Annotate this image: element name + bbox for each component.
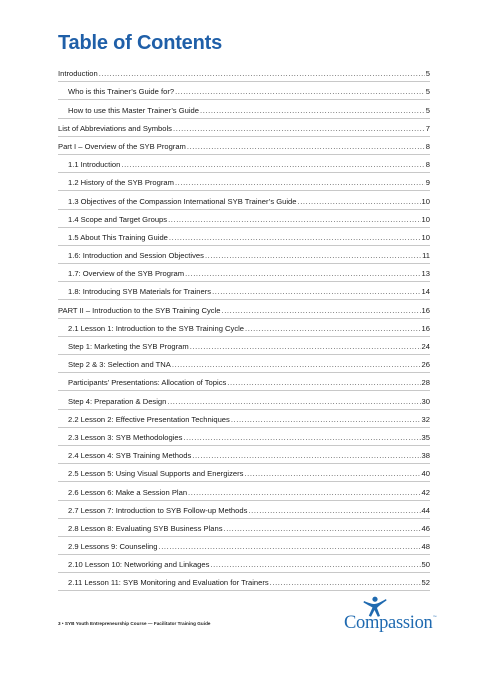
toc-entry[interactable] xyxy=(58,191,430,209)
toc-dot-leader xyxy=(121,160,424,169)
toc-entry[interactable] xyxy=(58,482,430,500)
toc-entry-page: 38 xyxy=(421,451,430,461)
toc-dot-leader xyxy=(231,415,421,424)
toc-dot-leader xyxy=(200,106,425,115)
toc-entry-label: 2.9 Lessons 9: Counseling xyxy=(68,542,158,552)
toc-entry-page: 40 xyxy=(421,469,430,479)
toc-entry-page: 42 xyxy=(421,487,430,497)
toc-entry-label: 2.5 Lesson 5: Using Visual Supports and Energizers xyxy=(68,469,244,479)
toc-entry[interactable] xyxy=(58,246,430,264)
toc-entry-label: 1.4 Scope and Target Groups xyxy=(68,214,168,224)
toc-dot-leader xyxy=(192,451,420,460)
toc-entry[interactable] xyxy=(58,173,430,191)
toc-entry-page: 8 xyxy=(425,160,430,170)
toc-dot-leader xyxy=(173,124,425,133)
toc-entry-label: 2.1 Lesson 1: Introduction to the SYB Training Cycle xyxy=(68,323,245,333)
toc-entry-label: 1.6: Introduction and Session Objectives xyxy=(68,251,204,261)
toc-entry-page: 13 xyxy=(421,269,430,279)
toc-entry[interactable] xyxy=(58,519,430,537)
toc-entry[interactable] xyxy=(58,537,430,555)
toc-entry-label: 2.4 Lesson 4: SYB Training Methods xyxy=(68,451,192,461)
toc-dot-leader xyxy=(172,360,421,369)
toc-entry[interactable] xyxy=(58,210,430,228)
toc-entry-page: 10 xyxy=(421,214,430,224)
toc-entry[interactable] xyxy=(58,391,430,409)
toc-dot-leader xyxy=(175,178,425,187)
toc-entry-page: 32 xyxy=(421,414,430,424)
toc-dot-leader xyxy=(212,287,420,296)
toc-entry-page: 5 xyxy=(425,87,430,97)
toc-entry-page: 24 xyxy=(421,342,430,351)
toc-entry[interactable] xyxy=(58,119,430,137)
toc-dot-leader xyxy=(169,233,421,242)
toc-entry[interactable] xyxy=(58,446,430,464)
toc-entry[interactable] xyxy=(58,300,430,318)
toc-entry-page: 46 xyxy=(421,523,430,533)
toc-entry-label: 1.2 History of the SYB Program xyxy=(68,178,174,188)
toc-entry-label: Introduction xyxy=(58,69,98,79)
toc-entry[interactable] xyxy=(58,373,430,391)
toc-entry-page: 10 xyxy=(421,232,430,242)
toc-entry[interactable] xyxy=(58,264,430,282)
toc-entry[interactable] xyxy=(58,464,430,482)
toc-entry-label: PART II – Introduction to the SYB Training Cycle xyxy=(58,305,221,315)
toc-entry-label: Step 2 & 3: Selection and TNA xyxy=(68,360,171,370)
toc-entry-label: Step 1: Marketing the SYB Program xyxy=(68,342,189,351)
toc-entry-label: 2.6 Lesson 6: Make a Session Plan xyxy=(68,487,188,497)
toc-dot-leader xyxy=(190,342,421,351)
toc-dot-leader xyxy=(99,69,425,78)
toc-entry-page: 44 xyxy=(421,505,430,515)
toc-dot-leader xyxy=(187,142,425,151)
toc-dot-leader xyxy=(210,560,420,569)
toc-entry-page: 48 xyxy=(421,542,430,552)
toc-entry-label: 1.8: Introducing SYB Materials for Trainers xyxy=(68,287,212,297)
toc-dot-leader xyxy=(188,488,421,497)
toc-entry[interactable] xyxy=(58,337,430,355)
toc-entry-page: 16 xyxy=(421,323,430,333)
toc-dot-leader xyxy=(227,378,420,387)
toc-dot-leader xyxy=(244,469,420,478)
toc-entry-label: 2.10 Lesson 10: Networking and Linkages xyxy=(68,560,210,570)
toc-entry[interactable] xyxy=(58,155,430,173)
toc-entry-label: 2.7 Lesson 7: Introduction to SYB Follow-up Methods xyxy=(68,505,248,515)
toc-entry-label: Participants’ Presentations: Allocation of Topics xyxy=(68,378,227,388)
toc-entry-page: 26 xyxy=(421,360,430,370)
toc-entry[interactable] xyxy=(58,319,430,337)
toc-entry-label: 1.7: Overview of the SYB Program xyxy=(68,269,185,279)
toc-dot-leader xyxy=(222,306,421,315)
toc-entry-page: 50 xyxy=(421,560,430,570)
toc-entry[interactable] xyxy=(58,573,430,591)
toc-entry-page: 52 xyxy=(421,578,430,588)
table-of-contents xyxy=(58,64,430,591)
toc-entry-page: 16 xyxy=(421,305,430,315)
compassion-logo xyxy=(344,596,436,638)
toc-entry-label: Who is this Trainer’s Guide for? xyxy=(68,87,175,97)
toc-entry-label: 1.1 Introduction xyxy=(68,160,121,170)
toc-dot-leader xyxy=(183,433,420,442)
toc-entry-page: 11 xyxy=(422,251,430,261)
toc-entry[interactable] xyxy=(58,228,430,246)
toc-entry[interactable] xyxy=(58,282,430,300)
toc-entry-page: 7 xyxy=(425,123,430,133)
toc-entry[interactable] xyxy=(58,355,430,373)
toc-dot-leader xyxy=(185,269,420,278)
toc-entry-label: 2.8 Lesson 8: Evaluating SYB Business Plans xyxy=(68,523,223,533)
toc-entry-label: 1.5 About This Training Guide xyxy=(68,232,168,242)
page-title: Table of Contents xyxy=(58,32,223,54)
toc-entry-label: 2.3 Lesson 3: SYB Methodologies xyxy=(68,432,183,442)
logo-wordmark: Compassion xyxy=(344,613,433,633)
toc-entry-label: 2.2 Lesson 2: Effective Presentation Techniques xyxy=(68,414,230,424)
toc-entry-label: Step 4: Preparation & Design xyxy=(68,396,167,406)
page-footer: 3 • SYB Youth Entrepreneurship Course — Facilitator Training Guide xyxy=(58,621,211,626)
toc-entry-page: 14 xyxy=(421,287,430,297)
toc-entry[interactable] xyxy=(58,100,430,118)
toc-entry-page: 9 xyxy=(425,178,430,188)
toc-entry[interactable] xyxy=(58,82,430,100)
toc-entry[interactable] xyxy=(58,137,430,155)
toc-entry-page: 30 xyxy=(421,396,430,406)
toc-entry[interactable] xyxy=(58,410,430,428)
toc-dot-leader xyxy=(167,397,420,406)
toc-entry[interactable] xyxy=(58,501,430,519)
toc-dot-leader xyxy=(248,506,420,515)
trademark-mark: ™ xyxy=(433,615,437,619)
toc-entry[interactable] xyxy=(58,64,430,82)
toc-dot-leader xyxy=(298,197,421,206)
toc-entry-page: 35 xyxy=(421,432,430,442)
toc-dot-leader xyxy=(224,524,421,533)
toc-dot-leader xyxy=(159,542,421,551)
toc-entry[interactable] xyxy=(58,428,430,446)
toc-entry-label: 2.11 Lesson 11: SYB Monitoring and Evaluation for Trainers xyxy=(68,578,269,588)
toc-entry[interactable] xyxy=(58,555,430,573)
toc-entry-page: 28 xyxy=(421,378,430,388)
toc-entry-label: How to use this Master Trainer’s Guide xyxy=(68,105,199,115)
toc-entry-label: 1.3 Objectives of the Compassion International SYB Trainer’s Guide xyxy=(68,196,297,206)
toc-entry-page: 5 xyxy=(425,69,430,79)
toc-dot-leader xyxy=(270,578,421,587)
toc-entry-page: 10 xyxy=(421,196,430,206)
toc-dot-leader xyxy=(175,87,425,96)
toc-dot-leader xyxy=(245,324,421,333)
toc-dot-leader xyxy=(168,215,420,224)
toc-dot-leader xyxy=(205,251,421,260)
toc-entry-page: 5 xyxy=(425,105,430,115)
toc-entry-label: Part I – Overview of the SYB Program xyxy=(58,141,186,151)
toc-entry-page: 8 xyxy=(425,141,430,151)
toc-entry-label: List of Abbreviations and Symbols xyxy=(58,123,172,133)
